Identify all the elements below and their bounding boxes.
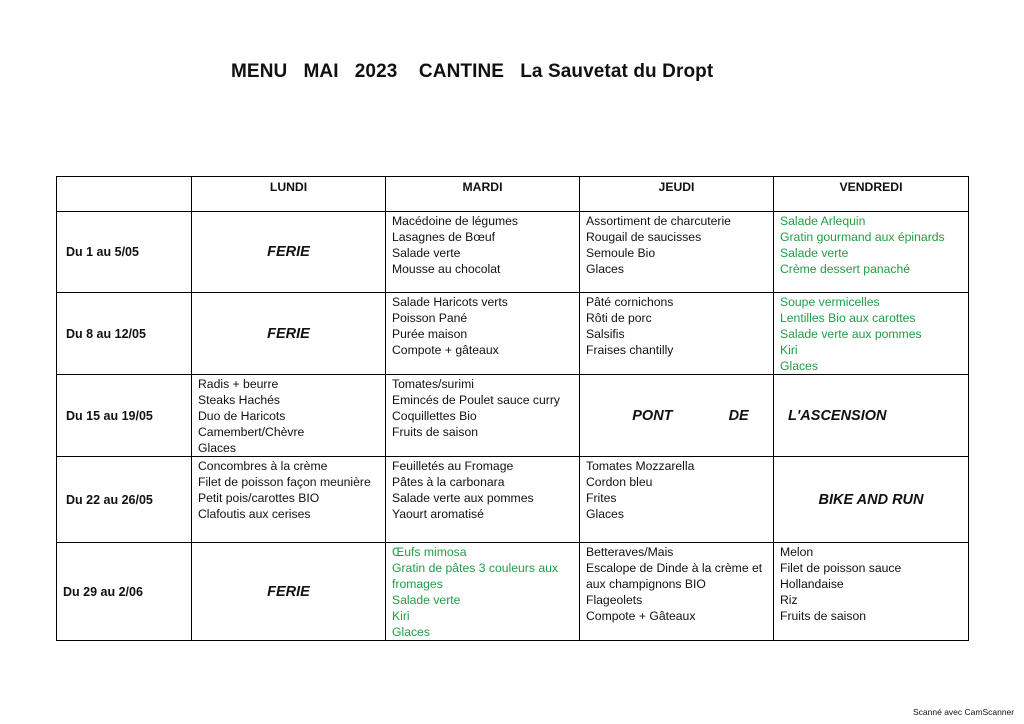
jeudi-cell [580,543,774,641]
week-label: Du 22 au 26/05 [57,457,192,543]
menu-item: Mousse au chocolat [392,262,501,276]
header-lundi: LUNDI [192,177,386,212]
menu-item: Filet de poisson sauce [780,561,902,575]
menu-item: Escalope de Dinde à la crème et [586,561,763,575]
menu-item: Gratin gourmand aux épinards [780,230,945,244]
menu-item: Rôti de porc [586,311,652,325]
header-vendredi: VENDREDI [774,177,969,212]
menu-item: Cordon bleu [586,475,653,489]
menu-item: Tomates Mozzarella [586,459,695,473]
menu-item: Salade verte aux pommes [780,327,922,341]
week-row-1 [57,212,969,293]
mardi-cell [386,212,580,293]
mardi-cell [386,375,580,457]
vendredi-bike-run: BIKE AND RUN [774,457,969,543]
menu-item: Frites [586,491,617,505]
menu-item: Filet de poisson façon meunière [198,475,371,489]
menu-item: Compote + gâteaux [392,343,499,357]
week-label: Du 8 au 12/05 [57,293,192,375]
menu-item: Duo de Haricots [198,409,286,423]
menu-item: Œufs mimosa [392,545,467,559]
jeudi-cell [580,212,774,293]
lundi-cell [192,457,386,543]
menu-item: Lentilles Bio aux carottes [780,311,916,325]
ascension-word: L'ASCENSION [788,407,887,424]
menu-item: Assortiment de charcuterie [586,214,731,228]
week-label: Du 29 au 2/06 [57,543,192,641]
menu-item: Flageolets [586,593,643,607]
week-row-4 [57,457,969,543]
header-jeudi: JEUDI [580,177,774,212]
menu-item: Salade verte [392,593,461,607]
menu-item: Radis + beurre [198,377,279,391]
menu-item: Concombres à la crème [198,459,328,473]
header-row [57,177,969,212]
week-row-2 [57,293,969,375]
lundi-ferie: FERIE [192,212,386,293]
week-label: Du 15 au 19/05 [57,375,192,457]
menu-item: Macédoine de légumes [392,214,519,228]
menu-item: Petit pois/carottes BIO [198,491,320,505]
menu-item: Lasagnes de Bœuf [392,230,495,244]
menu-item: Salsifis [586,327,625,341]
menu-item: Feuilletés au Fromage [392,459,514,473]
menu-item: Compote + Gâteaux [586,609,696,623]
menu-item: Hollandaise [780,577,844,591]
menu-item: Fruits de saison [392,425,479,439]
header-empty [57,177,192,212]
menu-item: Kiri [780,343,798,357]
menu-item: Rougail de saucisses [586,230,702,244]
menu-item: Salade Haricots verts [392,295,508,309]
vendredi-cell [774,212,969,293]
mardi-cell [386,293,580,375]
page-title: MENU MAI 2023 CANTINE La Sauvetat du Dropt [231,61,714,82]
menu-item: Glaces [586,262,624,276]
menu-item: Melon [780,545,814,559]
header-mardi: MARDI [386,177,580,212]
menu-item: Poisson Pané [392,311,468,325]
week-label: Du 1 au 5/05 [57,212,192,293]
menu-item: Pâtes à la carbonara [392,475,505,489]
menu-item: Yaourt aromatisé [392,507,484,521]
de-word: DE [728,407,749,424]
menu-item: Riz [780,593,798,607]
vendredi-cell [774,543,969,641]
jeudi-cell [580,457,774,543]
menu-item: fromages [392,577,443,591]
menu-item: Tomates/surimi [392,377,474,391]
mardi-cell [386,543,580,641]
lundi-ferie: FERIE [192,293,386,375]
vendredi-cell [774,293,969,375]
menu-item: Betteraves/Mais [586,545,674,559]
menu-item: Fruits de saison [780,609,867,623]
menu-item: Pâté cornichons [586,295,674,309]
lundi-cell [192,375,386,457]
menu-item: Fraises chantilly [586,343,674,357]
menu-item: Glaces [392,625,430,639]
menu-item: Crème dessert panaché [780,262,911,276]
menu-table [56,176,969,641]
jeudi-cell [580,293,774,375]
menu-item: Clafoutis aux cerises [198,507,311,521]
menu-item: Camembert/Chèvre [198,425,305,439]
mardi-cell [386,457,580,543]
scanner-watermark: Scanné avec CamScanner [913,707,1015,717]
menu-item: Salade Arlequin [780,214,866,228]
menu-item: Salade verte [780,246,849,260]
menu-item: Kiri [392,609,410,623]
menu-item: Glaces [586,507,624,521]
menu-item: Salade verte [392,246,461,260]
menu-item: Coquillettes Bio [392,409,477,423]
menu-item: Gratin de pâtes 3 couleurs aux [392,561,558,575]
menu-item: aux champignons BIO [586,577,706,591]
jeudi-pont-cell [580,375,774,457]
week-row-3 [57,375,969,457]
pont-word: PONT [632,407,673,424]
menu-item: Glaces [780,359,818,373]
menu-item: Emincés de Poulet sauce curry [392,393,560,407]
lundi-ferie: FERIE [192,543,386,641]
menu-item: Soupe vermicelles [780,295,880,309]
menu-item: Salade verte aux pommes [392,491,534,505]
vendredi-ascension-cell [774,375,969,457]
menu-item: Purée maison [392,327,468,341]
week-row-5 [57,543,969,641]
menu-item: Steaks Hachés [198,393,280,407]
menu-item: Semoule Bio [586,246,656,260]
menu-item: Glaces [198,441,236,455]
